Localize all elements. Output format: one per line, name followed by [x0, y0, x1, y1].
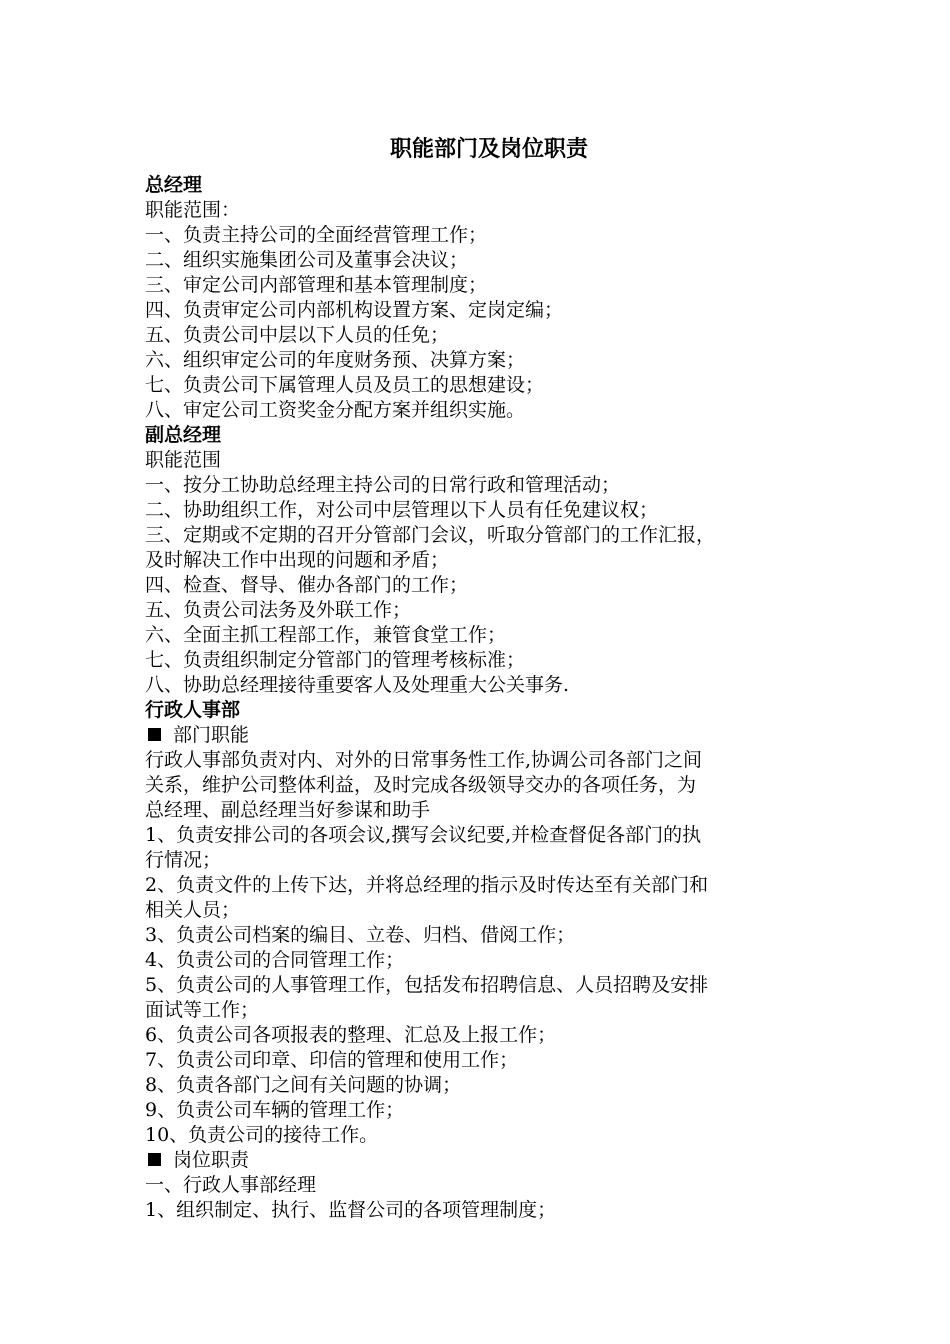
subsection-label: 岗位职责	[173, 1149, 250, 1171]
document-body	[145, 129, 825, 1223]
subsection-duties	[145, 1148, 825, 1173]
list-item: 四、检查、督导、催办各部门的工作；	[145, 574, 469, 596]
intro-line: 行政人事部负责对内、对外的日常事务性工作,协调公司各部门之间	[145, 749, 703, 771]
section-general-manager	[145, 173, 825, 423]
list-item: 行情况；	[145, 849, 222, 871]
list-item: 四、负责审定公司内部机构设置方案、定岗定编；	[145, 299, 564, 321]
list-item: 10、负责公司的接待工作。	[145, 1124, 379, 1146]
list-item: 面试等工作；	[145, 999, 260, 1021]
section-deputy-general-manager	[145, 423, 825, 698]
list-item: 六、组织审定公司的年度财务预、决算方案；	[145, 349, 526, 371]
section-heading: 总经理	[145, 174, 203, 196]
list-item: 六、全面主抓工程部工作，兼管食堂工作；	[145, 624, 507, 646]
section-admin-hr	[145, 698, 825, 1223]
subsection-label: 部门职能	[173, 724, 250, 746]
square-bullet-icon	[148, 1153, 161, 1166]
list-item: 4、负责公司的合同管理工作；	[145, 949, 405, 971]
list-item: 二、协助组织工作，对公司中层管理以下人员有任免建议权；	[145, 499, 659, 521]
section-heading: 行政人事部	[145, 699, 241, 721]
list-item: 7、负责公司印章、印信的管理和使用工作；	[145, 1049, 519, 1071]
list-item: 3、负责公司档案的编目、立卷、归档、借阅工作；	[145, 924, 576, 946]
list-item: 三、审定公司内部管理和基本管理制度；	[145, 274, 488, 296]
page-title: 职能部门及岗位职责	[389, 136, 588, 162]
list-item: 8、负责各部门之间有关问题的协调；	[145, 1074, 462, 1096]
intro-line: 关系，维护公司整体利益，及时完成各级领导交办的各项任务，为	[145, 774, 697, 796]
scope-label: 职能范围：	[145, 199, 241, 221]
scope-label: 职能范围	[145, 449, 222, 471]
list-item: 七、负责组织制定分管部门的管理考核标准；	[145, 649, 526, 671]
list-item: 及时解决工作中出现的问题和矛盾；	[145, 549, 450, 571]
list-item: 相关人员；	[145, 899, 241, 921]
list-item: 七、负责公司下属管理人员及员工的思想建设；	[145, 374, 545, 396]
list-item: 八、协助总经理接待重要客人及处理重大公关事务.	[145, 674, 570, 696]
list-item: 三、定期或不定期的召开分管部门会议，听取分管部门的工作汇报，	[145, 524, 716, 546]
list-item: 1、负责安排公司的各项会议,撰写会议纪要,并检查督促各部门的执	[145, 824, 702, 846]
list-item: 五、负责公司法务及外联工作；	[145, 599, 412, 621]
square-bullet-icon	[148, 728, 161, 741]
intro-line: 总经理、副总经理当好参谋和助手	[145, 799, 431, 821]
list-item: 二、组织实施集团公司及董事会决议；	[145, 249, 469, 271]
list-item: 9、负责公司车辆的管理工作；	[145, 1099, 405, 1121]
section-heading: 副总经理	[145, 424, 222, 446]
list-item: 八、审定公司工资奖金分配方案并组织实施。	[145, 399, 526, 421]
list-item: 一、负责主持公司的全面经营管理工作；	[145, 224, 488, 246]
duty-line: 一、行政人事部经理	[145, 1174, 317, 1196]
list-item: 2、负责文件的上传下达，并将总经理的指示及时传达至有关部门和	[145, 874, 709, 896]
list-item: 6、负责公司各项报表的整理、汇总及上报工作；	[145, 1024, 557, 1046]
duty-line: 1、组织制定、执行、监督公司的各项管理制度；	[145, 1199, 557, 1221]
list-item: 5、负责公司的人事管理工作，包括发布招聘信息、人员招聘及安排	[145, 974, 709, 996]
list-item: 一、按分工协助总经理主持公司的日常行政和管理活动；	[145, 474, 621, 496]
subsection-functions	[145, 723, 825, 748]
list-item: 五、负责公司中层以下人员的任免；	[145, 324, 450, 346]
